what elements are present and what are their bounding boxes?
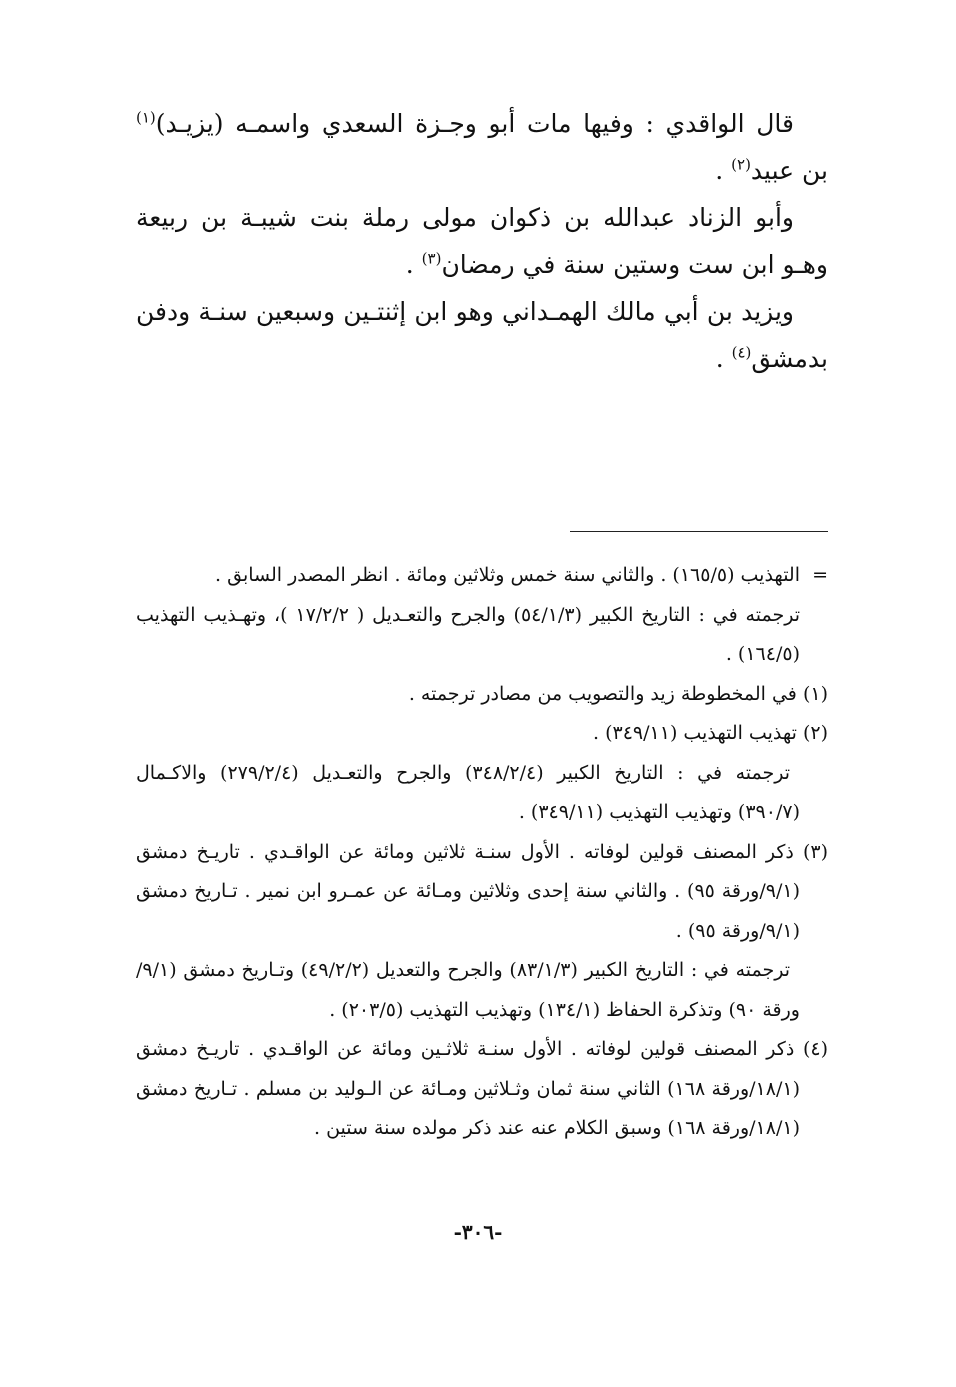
footnote-2 (136, 714, 828, 754)
footnotes-block (136, 556, 828, 1149)
footnote-ref-2[interactable]: (٢) (731, 155, 751, 174)
footnote-ref-1[interactable]: (١) (136, 108, 156, 127)
footnote-text: ذكر المصنف قولين لوفاته . الأول سنـة ثلاثـين ومائة عن الواقـدي . تاريـخ دمشق (١٨/١/ورقة ١٦٨) الثاني سنة ثمان وثـلاثين ومـائة عن الـوليد بن مسلم . تـاريخ دمشق (١٨/١/ورقة ١٦٨) وسبق الكلام عنه عند ذكر مولده سنة ستين . (136, 1038, 800, 1139)
main-paragraph-3 (136, 288, 828, 382)
paragraph-text: ويزيد بن أبي مالك الهمـداني وهو ابن إثنتـين وسبعين سنـة ودفن بدمشق (136, 297, 828, 373)
footnote-divider (570, 531, 828, 532)
footnote-text: ترجمته في : التاريخ الكبير (٨٣/١/٣) والجرح والتعديل (٤٩/٢/٢) وتـاريخ دمشق (٩/١/ورقة ٩٠) وتذكرة الحفاظ (١٣٤/١) وتهذيب التهذيب (٢٠٣/٥) . (136, 959, 800, 1021)
footnote-continuation (136, 596, 828, 675)
footnote-3-sources (136, 951, 828, 1030)
footnote-ref-3[interactable]: (٣) (421, 249, 442, 268)
footnote-text: تهذيب التهذيب (٣٤٩/١١) . (593, 722, 797, 744)
main-paragraph-2 (136, 194, 828, 288)
footnote-text: التهذيب (١٦٥/٥) . والثاني سنة خمس وثلاثين ومائة . انظر المصدر السابق . (215, 564, 800, 586)
paragraph-text: بن عبيد (750, 156, 828, 185)
footnote-marker: (٣) (802, 840, 828, 863)
page-number: -٣٠٦- (453, 1220, 503, 1244)
main-text-block (136, 100, 828, 382)
continuation-marker: = (812, 564, 828, 586)
footnote-2-sources (136, 754, 828, 833)
paragraph-text: . (405, 250, 422, 279)
footnote-marker: (٤) (802, 1038, 828, 1060)
footnote-text: في المخطوطة زيد والتصويب من مصادر ترجمته . (408, 682, 797, 705)
main-paragraph-1 (136, 100, 828, 194)
footnote-marker: (٢) (802, 722, 828, 744)
footnote-continuation (136, 556, 828, 596)
footnote-text: ذكر المصنف قولين لوفاته . الأول سنـة ثلاثين ومائة عن الواقـدي . تاريـخ دمشق (٩/١/ورقة ٩٥) . والثاني سنة إحدى وثلاثين ومـائة عن عمـرو ابن نمير . تـاريخ دمشق (٩/١/ورقة ٩٥) . (136, 840, 800, 942)
footnote-4 (136, 1030, 828, 1149)
footnote-text: ترجمته في : التاريخ الكبير (٣٤٨/٢/٤) والجرح والتعـديل (٢٧٩/٢/٤) والاكـمال (٣٩٠/٧) وتهذيب التهذيب (٣٤٩/١١) . (136, 761, 800, 823)
footnote-ref-4[interactable]: (٤) (731, 343, 752, 362)
paragraph-text: قال الواقدي : وفيها مات أبو وجـزة السعدي واسمـه (يزيـد) (155, 109, 794, 138)
paragraph-text: وأبو الزناد عبدالله بن ذكوان مولى رملة بنت شيبـة بن ربيعة وهـو ابن ست وستين سنة في رمضان (136, 203, 828, 279)
paragraph-text: . (715, 344, 732, 373)
paragraph-text: . (715, 156, 732, 185)
footnote-text: ترجمته في : التاريخ الكبير (٥٤/١/٣) والجرح والتعـديل ( ١٧/٢/٢ )، وتهـذيب التهذيب (١٦٤/٥) . (136, 603, 800, 665)
footnote-3 (136, 833, 828, 952)
footnote-marker: (١) (802, 682, 828, 705)
footnote-1 (136, 675, 828, 715)
